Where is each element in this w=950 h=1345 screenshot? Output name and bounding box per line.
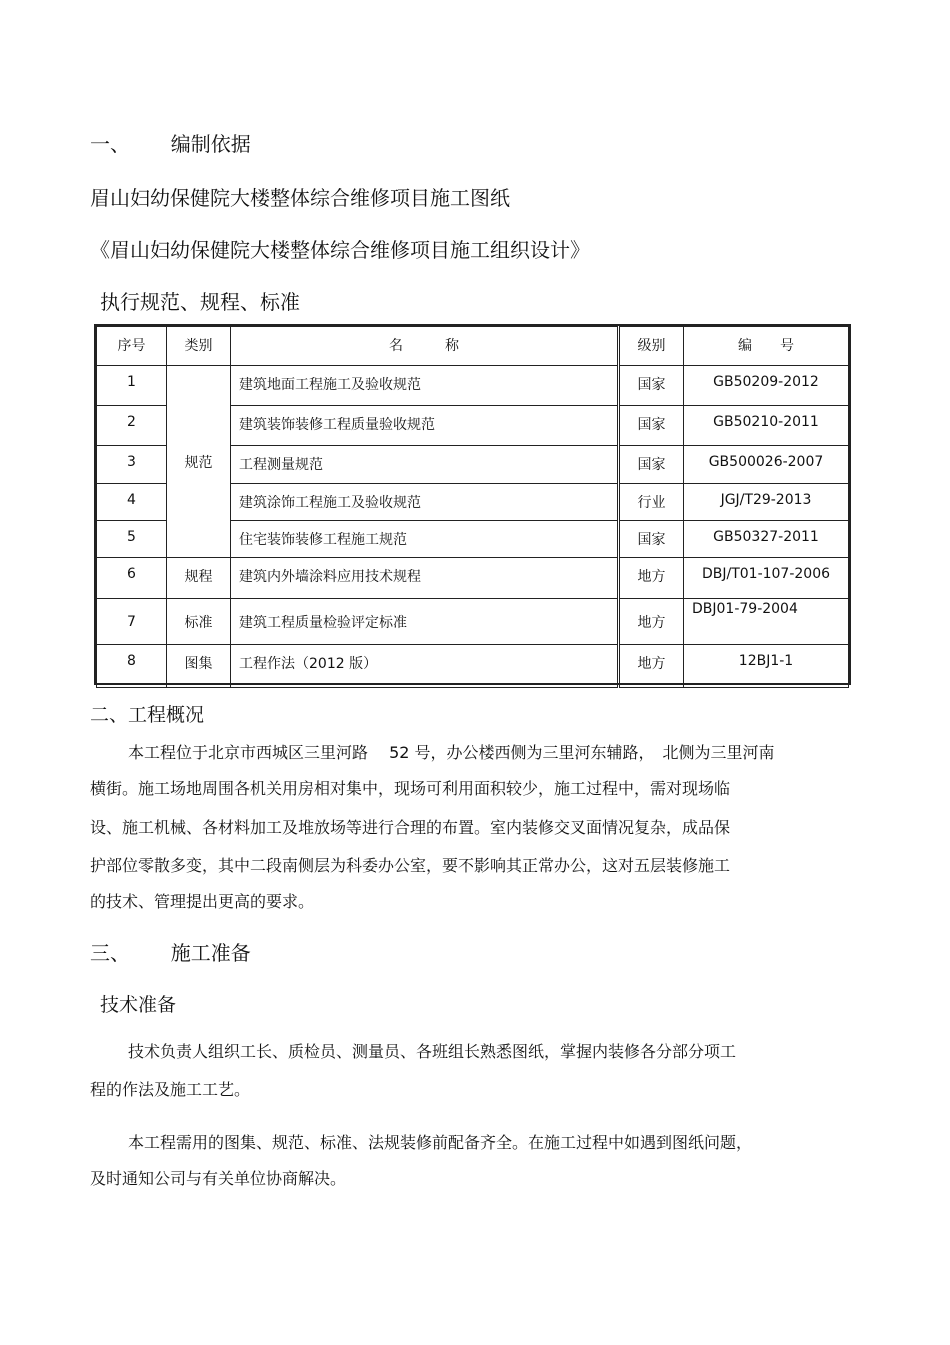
overview-line-2: 横街。施工场地周围各机关用房相对集中，现场可利用面积较少，施工过程中，需对现场临 bbox=[90, 779, 731, 798]
row-level: 地方 bbox=[619, 645, 684, 688]
row-code: 12BJ1-1 bbox=[684, 645, 849, 688]
section-1-heading bbox=[90, 128, 251, 157]
tech-prep-title: 技术准备 bbox=[100, 994, 177, 1016]
row-code: GB50327-2011 bbox=[684, 521, 849, 558]
row-seq: 3 bbox=[97, 446, 167, 484]
basis-item-1: 眉山妇幼保健院大楼整体综合维修项目施工图纸 bbox=[90, 186, 510, 210]
row-name: 建筑地面工程施工及验收规范 bbox=[231, 366, 619, 406]
section-3-title: 施工准备 bbox=[170, 941, 251, 965]
table-row bbox=[97, 558, 849, 599]
standards-table bbox=[94, 324, 851, 685]
overview-line-4: 护部位零散多变，其中二段南侧层为科委办公室，要不影响其正常办公，这对五层装修施工 bbox=[90, 856, 731, 875]
section-3-heading bbox=[90, 937, 251, 966]
row-code: GB50209-2012 bbox=[684, 366, 849, 406]
tech-p2-line-2: 及时通知公司与有关单位协商解决。 bbox=[90, 1169, 347, 1188]
row-level: 国家 bbox=[619, 521, 684, 558]
header-name: 名 称 bbox=[231, 327, 619, 366]
row-seq: 1 bbox=[97, 366, 167, 406]
row-level: 地方 bbox=[619, 599, 684, 645]
row-category: 规程 bbox=[167, 558, 231, 599]
row-code: GB500026-2007 bbox=[684, 446, 849, 484]
row-seq: 2 bbox=[97, 406, 167, 446]
row-name: 建筑装饰装修工程质量验收规范 bbox=[231, 406, 619, 446]
row-code: DBJ/T01-107-2006 bbox=[684, 558, 849, 599]
basis-item-2: 《眉山妇幼保健院大楼整体综合维修项目施工组织设计》 bbox=[90, 238, 590, 262]
row-seq: 4 bbox=[97, 484, 167, 521]
tech-p1-line-2: 程的作法及施工工艺。 bbox=[90, 1080, 251, 1099]
row-level: 国家 bbox=[619, 406, 684, 446]
header-level: 级别 bbox=[619, 327, 684, 366]
section-2-title: 二、工程概况 bbox=[90, 704, 205, 726]
category-merged: 规范 bbox=[167, 366, 231, 558]
row-code: GB50210-2011 bbox=[684, 406, 849, 446]
row-seq: 8 bbox=[97, 645, 167, 688]
header-code: 编 号 bbox=[684, 327, 849, 366]
row-code: DBJ01-79-2004 bbox=[684, 599, 849, 645]
table-header-row bbox=[97, 327, 849, 366]
row-name: 建筑内外墙涂料应用技术规程 bbox=[231, 558, 619, 599]
overview-line-1: 本工程位于北京市西城区三里河路 52 号，办公楼西侧为三里河东辅路， 北侧为三里河南 bbox=[128, 743, 775, 762]
header-category: 类别 bbox=[167, 327, 231, 366]
section-1-title: 编制依据 bbox=[170, 132, 251, 156]
row-seq: 5 bbox=[97, 521, 167, 558]
row-name: 工程测量规范 bbox=[231, 446, 619, 484]
row-category: 图集 bbox=[167, 645, 231, 688]
overview-line-5: 的技术、管理提出更高的要求。 bbox=[90, 892, 315, 911]
overview-line-3: 设、施工机械、各材料加工及堆放场等进行合理的布置。室内装修交叉面情况复杂，成品保 bbox=[90, 818, 731, 837]
row-level: 国家 bbox=[619, 446, 684, 484]
row-seq: 7 bbox=[97, 599, 167, 645]
row-level: 国家 bbox=[619, 366, 684, 406]
table-row bbox=[97, 645, 849, 688]
row-name: 建筑工程质量检验评定标准 bbox=[231, 599, 619, 645]
table-row bbox=[97, 366, 849, 406]
row-name: 工程作法（2012 版） bbox=[231, 645, 619, 688]
row-name: 建筑涂饰工程施工及验收规范 bbox=[231, 484, 619, 521]
row-category: 标准 bbox=[167, 599, 231, 645]
table-row bbox=[97, 599, 849, 645]
header-seq: 序号 bbox=[97, 327, 167, 366]
tech-p1-line-1: 技术负责人组织工长、质检员、测量员、各班组长熟悉图纸，掌握内装修各分部分项工 bbox=[128, 1042, 737, 1061]
standards-title: 执行规范、规程、标准 bbox=[100, 290, 300, 314]
section-1-number: 一、 bbox=[90, 132, 130, 156]
row-level: 地方 bbox=[619, 558, 684, 599]
section-3-number: 三、 bbox=[90, 941, 130, 965]
row-name: 住宅装饰装修工程施工规范 bbox=[231, 521, 619, 558]
row-level: 行业 bbox=[619, 484, 684, 521]
tech-p2-line-1: 本工程需用的图集、规范、标准、法规装修前配备齐全。在施工过程中如遇到图纸问题， bbox=[128, 1133, 753, 1152]
row-seq: 6 bbox=[97, 558, 167, 599]
row-code: JGJ/T29-2013 bbox=[684, 484, 849, 521]
